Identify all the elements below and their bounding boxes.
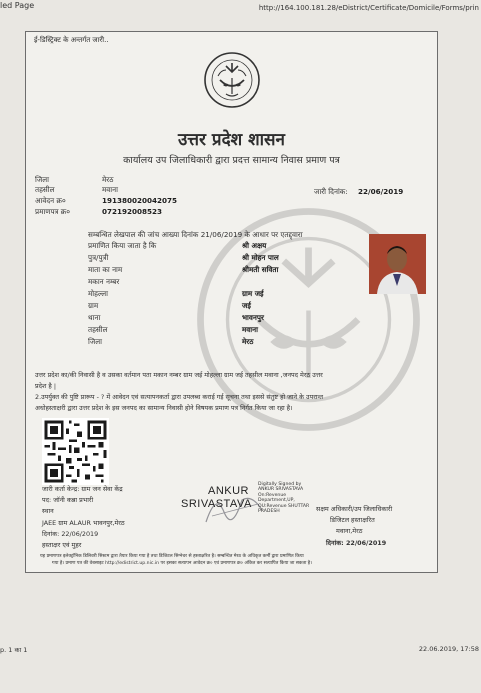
district-value: मेरठ — [102, 175, 114, 184]
issuer-post: पद: जॉनी कन्ना प्रभारी — [42, 496, 94, 504]
mother-name: श्रीमती सविता — [242, 265, 279, 274]
qr-code-icon — [42, 418, 109, 485]
applicant-photo — [369, 234, 426, 294]
body-line-1: उत्तर प्रदेश का/की निवासी है व उसका वर्तमान पता मकान नम्बर ग्राम जई मोहल्ला ग्राम जई तहसील मवाना ,जनपद मेरठ उत्तर — [35, 371, 323, 379]
mohalla-label: मोहल्ला — [88, 289, 108, 298]
print-datetime: 22.06.2019, 17:58 — [418, 645, 479, 653]
body-line-2: प्रदेश है | — [35, 382, 56, 390]
thana-label: थाना — [88, 313, 101, 322]
browser-url[interactable]: http://164.100.181.28/eDistrict/Certificate/Domicile/Forms/prin — [258, 4, 479, 12]
issue-date-label: जारी दिनांक: — [314, 187, 348, 196]
up-emblem-icon — [204, 52, 260, 108]
mohalla-value: ग्राम जई — [242, 289, 264, 298]
authority-date: दिनांक: 22/06/2019 — [326, 539, 387, 547]
footer-line-2: गया है। प्रमाण पत्र की वेबसाइट http://edistrict.up.nic.in पर इसका सत्यापन आवेदन क्र० एवं प्रमाणपत्र क्र० अंकित कर सत्यापित किया जा सकता है। — [52, 561, 312, 566]
intro-line-1: सम्बन्धित लेखपाल की जांच आख्या दिनांक 21/06/2019 के आधार पर एतद्द्वारा — [88, 230, 303, 239]
tehsil-label: तहसील — [35, 185, 55, 194]
issuer-sign-label: हस्ताक्षर एवं मुहर — [42, 541, 82, 549]
certificate-no-value: 072192008523 — [102, 207, 163, 216]
district2-label: जिला — [88, 337, 102, 346]
authority-line-2: डिजिटल हस्ताक्षरित — [330, 516, 375, 524]
tehsil-value: मवाना — [102, 185, 119, 194]
application-no-value: 191380020042075 — [102, 196, 178, 205]
relation-label: पुत्र/पुत्री — [88, 253, 109, 262]
issuer-date: दिनांक: 22/06/2019 — [42, 530, 99, 538]
applicant-name: श्री अक्षय — [242, 241, 267, 250]
district-label: जिला — [35, 175, 49, 184]
authority-line-1: सक्षम अधिकारी/उप जिलाधिकारी — [316, 505, 393, 513]
certificate — [25, 31, 438, 573]
thana-value: भावनपुर — [242, 313, 264, 322]
body-line-3: 2.उपर्युक्त की पुष्टि प्रारूप - ? में आवेदन एवं सत्यापनकर्ता द्वारा उपलब्ध कराई गई सूचना तथा इससे संतुष्ट हो जाने के उपरान्त — [35, 393, 324, 401]
mother-label: माता का नाम — [88, 265, 123, 274]
page-indicator: p. 1 का 1 — [0, 646, 28, 654]
village-label: ग्राम — [88, 301, 99, 310]
certificate-title: उत्तर प्रदेश शासन — [177, 130, 285, 150]
place-label: स्थान — [42, 507, 54, 515]
intro-line-2: प्रमाणित किया जाता है कि — [88, 241, 157, 250]
certificate-no-label: प्रमाणपत्र क्र० — [35, 207, 71, 216]
place-value: JAEE ग्राम ALAUR भावनपुर,मेरठ — [42, 519, 125, 527]
village-value: जई — [242, 301, 251, 310]
signer-name-2: SRIVASTAVA — [181, 498, 252, 510]
authority-line-3: मवाना,मेरठ — [336, 527, 363, 535]
footer-line-1: यह प्रमाणपत्र इलेक्ट्रॉनिक डिलिवरी सिस्टम द्वारा तैयार किया गया है तथा डिजिटल सिग्नेचर से हस्ताक्षरित है। सम्बन्धित मेरठ के अधिकृत कर्मी द्वारा प्रमाणित किया — [40, 554, 304, 559]
issue-date-value: 22/06/2019 — [358, 187, 404, 196]
district2-value: मेरठ — [242, 337, 254, 346]
signer-name-1: ANKUR — [208, 485, 250, 497]
certificate-subtitle: कार्यालय उप जिलाधिकारी द्वारा प्रदत्त सामान्य निवास प्रमाण पत्र — [123, 155, 340, 166]
tehsil2-value: मवाना — [242, 325, 259, 334]
father-name: श्री मोहन पाल — [242, 253, 279, 262]
tehsil2-label: तहसील — [88, 325, 108, 334]
application-no-label: आवेदन क्र० — [35, 196, 66, 205]
edistrict-tag: ई-डिस्ट्रिक्ट के अन्तर्गत जारी.. — [34, 36, 109, 44]
issuer-center: जारी कर्ता केन्द्र: ग्राम जन सेवा केंद्र — [42, 485, 123, 493]
browser-page-title: led Page — [0, 1, 35, 10]
house-label: मकान नम्बर — [88, 277, 120, 286]
dsc-details: Digitally Signed by ANKUR SRIVASTAVA On:Revenue Department,UP, OU:Revenue SHUTTAR PRADESH — [258, 482, 310, 515]
body-line-4: अधोहस्ताक्षरी द्वारा उत्तर प्रदेश के इस जनपद का सामान्य निवासी होने विषयक प्रमाण पत्र निर्गत किया जा रहा है। — [35, 404, 293, 412]
